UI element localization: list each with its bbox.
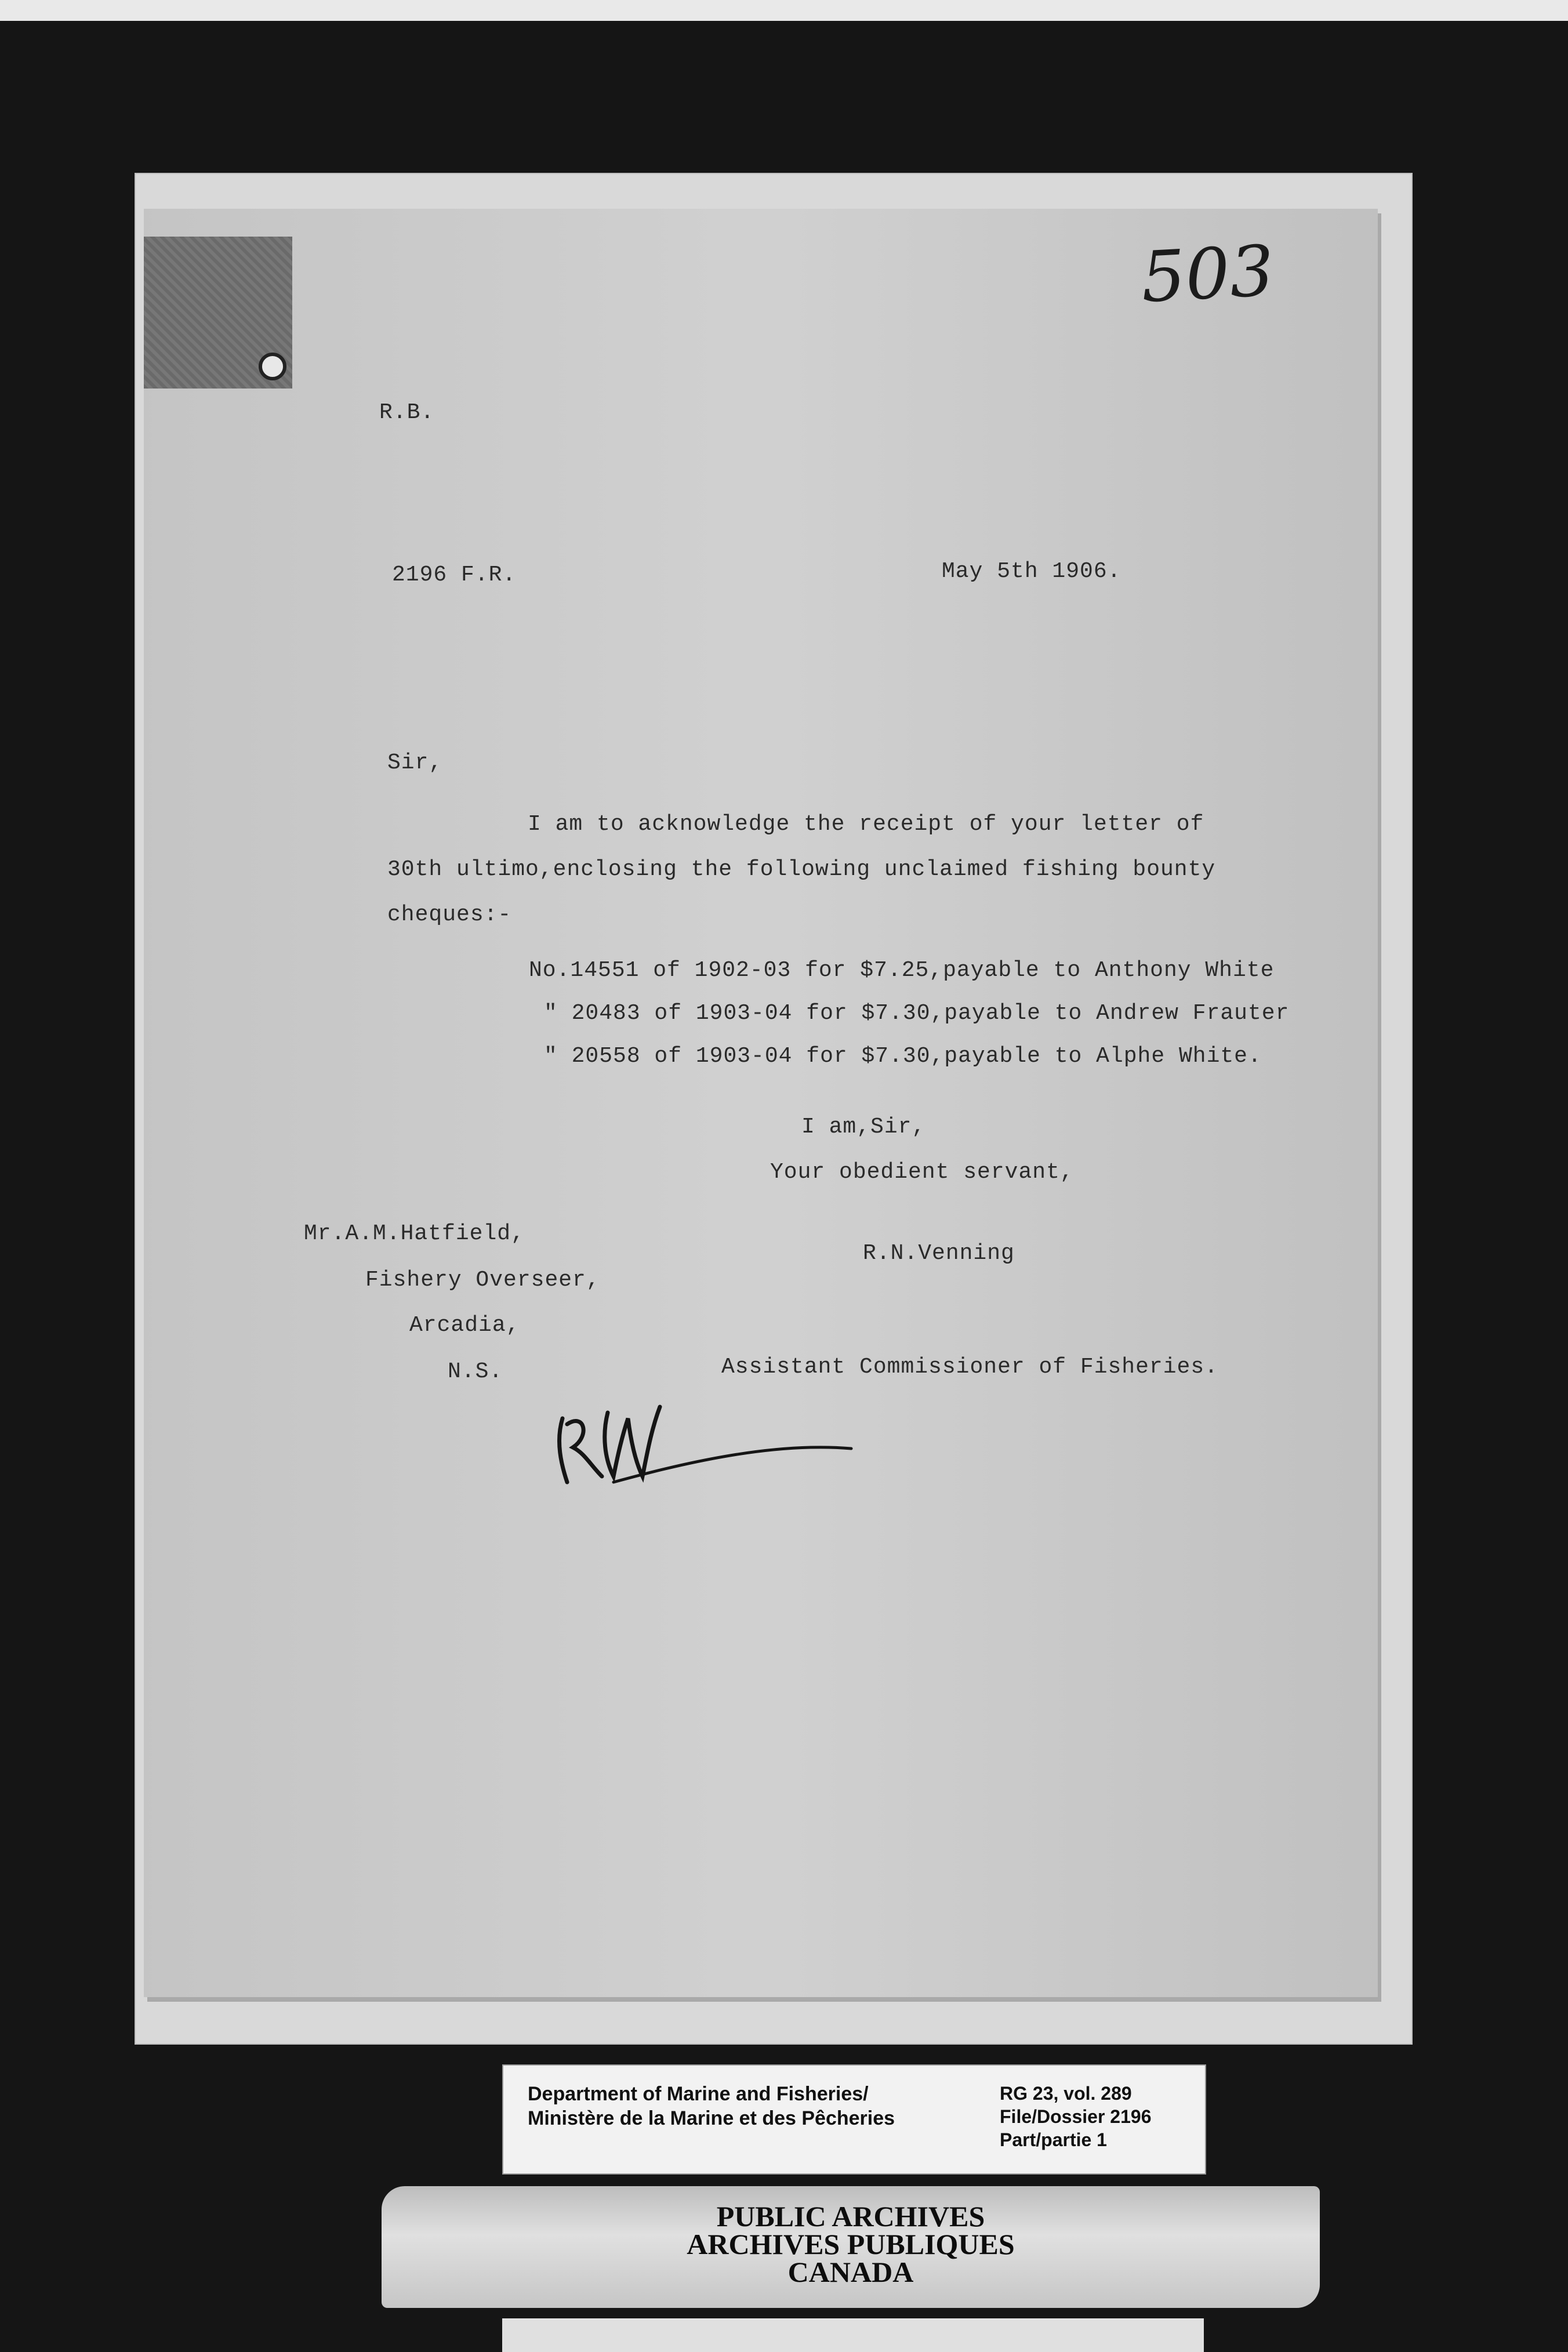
handwritten-initials <box>550 1395 967 1494</box>
letter-page <box>144 209 1378 1997</box>
department-line: Department of Marine and Fisheries/ <box>528 2083 869 2105</box>
reference-line: Part/partie 1 <box>1000 2129 1107 2150</box>
reference-text <box>1000 2082 1151 2151</box>
film-strip-top <box>0 0 1568 21</box>
department-text <box>528 2082 895 2130</box>
photo-corner-stub <box>144 237 292 389</box>
cheque-line: No.14551 of 1902-03 for $7.25,payable to Anthony White <box>529 958 1275 983</box>
department-line: Ministère de la Marine et des Pêcheries <box>528 2107 895 2129</box>
reference-line: RG 23, vol. 289 <box>1000 2083 1132 2104</box>
punch-hole <box>259 353 286 380</box>
cheque-line: " 20483 of 1903-04 for $7.30,payable to Andrew Frauter <box>544 1001 1290 1026</box>
closing-line: I am,Sir, <box>801 1115 926 1139</box>
film-strip-bottom <box>502 2318 1204 2352</box>
stamp-line: CANADA <box>787 2256 914 2288</box>
file-reference: 2196 F.R. <box>392 562 517 587</box>
addressee-line: Fishery Overseer, <box>365 1268 600 1293</box>
addressee-line: N.S. <box>448 1359 503 1384</box>
salutation: Sir, <box>387 750 443 775</box>
archive-reference-label <box>502 2064 1206 2175</box>
initials-top: R.B. <box>379 400 435 425</box>
addressee-line: Arcadia, <box>409 1313 520 1338</box>
archive-stamp-text <box>382 2202 1320 2286</box>
body-line: 30th ultimo,enclosing the following unclaimed fishing bounty <box>387 857 1216 882</box>
folio-number: 503 <box>1139 231 1276 318</box>
letter-date: May 5th 1906. <box>942 559 1121 584</box>
archive-stamp <box>382 2186 1320 2308</box>
signer-name: R.N.Venning <box>863 1241 1015 1266</box>
reference-line: File/Dossier 2196 <box>1000 2106 1152 2127</box>
stamp-line: ARCHIVES PUBLIQUES <box>687 2228 1015 2260</box>
stamp-line: PUBLIC ARCHIVES <box>716 2200 985 2233</box>
addressee-line: Mr.A.M.Hatfield, <box>304 1221 525 1246</box>
body-line: I am to acknowledge the receipt of your letter of <box>528 812 1204 837</box>
signer-title: Assistant Commissioner of Fisheries. <box>721 1355 1218 1380</box>
cheque-line: " 20558 of 1903-04 for $7.30,payable to Alphe White. <box>544 1044 1262 1069</box>
body-line: cheques:- <box>387 902 512 927</box>
closing-line: Your obedient servant, <box>770 1160 1074 1185</box>
